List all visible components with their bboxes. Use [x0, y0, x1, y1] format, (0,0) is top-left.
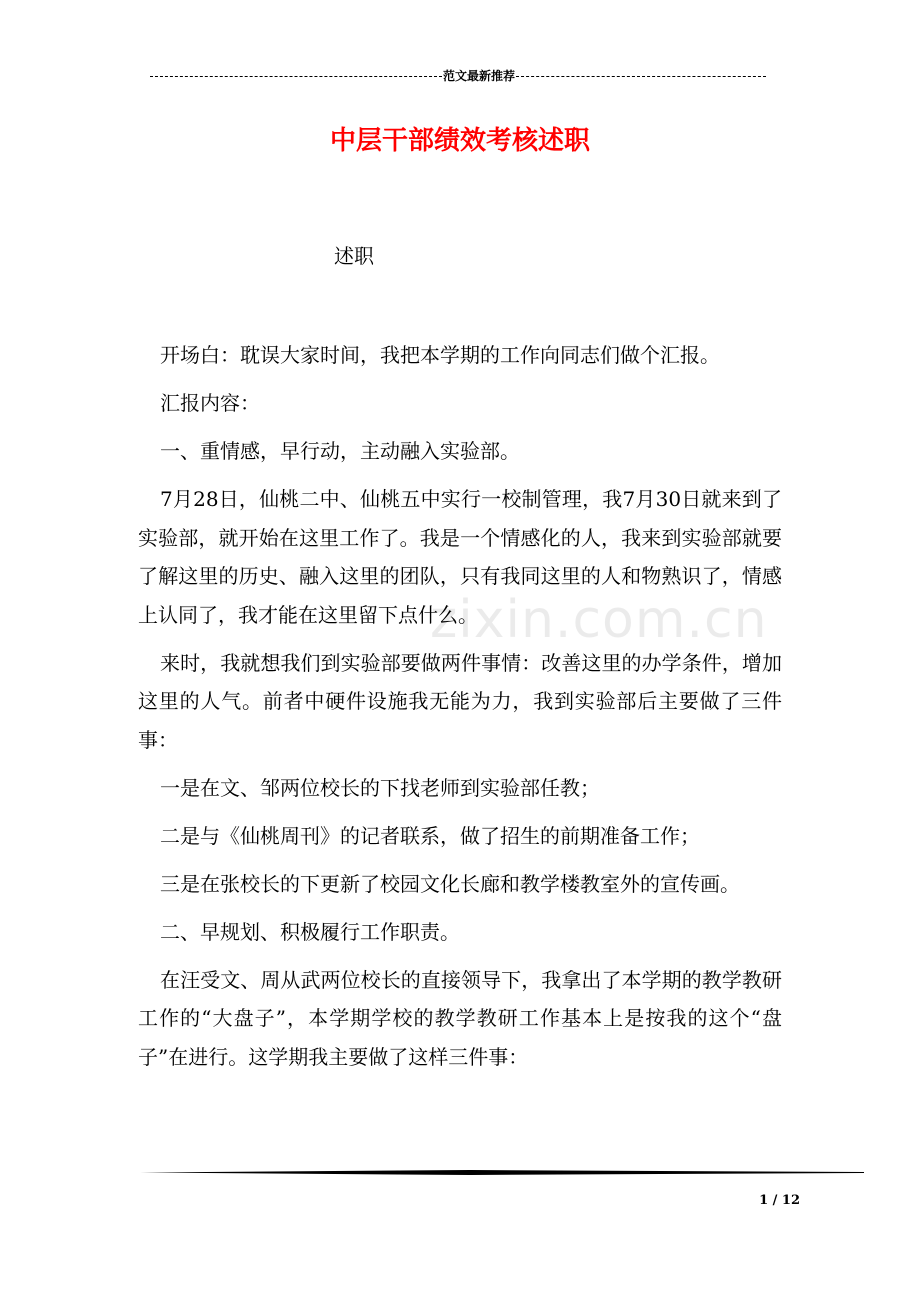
paragraph: 二是与《仙桃周刊》的记者联系，做了招生的前期准备工作； — [160, 823, 700, 848]
paragraph: 一、重情感，早行动，主动融入实验部。 — [160, 439, 520, 463]
header-dash-left — [150, 76, 442, 78]
watermark-logo: zixin.com.cn — [430, 590, 768, 650]
paragraph: 7月28日，仙桃二中、仙桃五中实行一校制管理，我7月30日就来到了实验部，就开始在这里工作了。我是一个情感化的人，我来到实验部就要了解这里的历史、融入这里的团队，只有我同这里的人和物熟识了，情感上认同了，我才能在这里留下点什么。 — [138, 487, 782, 627]
header-label: 范文最新推荐 — [442, 69, 515, 83]
document-subtitle: 述职 — [334, 244, 374, 268]
page-number: 1 / 12 — [759, 1193, 800, 1208]
document-title: 中层干部绩效考核述职 — [329, 126, 590, 156]
paragraph: 来时，我就想我们到实验部要做两件事情：改善这里的办学条件，增加这里的人气。前者中硬件设施我无能为力，我到实验部后主要做了三件事： — [138, 650, 782, 752]
paragraph: 二、早规划、积极履行工作职责。 — [160, 919, 460, 944]
paragraph: 开场白：耽误大家时间，我把本学期的工作向同志们做个汇报。 — [160, 343, 720, 367]
header-dash-right — [516, 76, 766, 78]
document-body — [138, 336, 782, 1086]
page-header — [138, 66, 778, 86]
paragraph: 一是在文、邹两位校长的下找老师到实验部任教； — [160, 775, 600, 800]
paragraph: 三是在张校长的下更新了校园文化长廊和教学楼教室外的宣传画。 — [160, 871, 740, 896]
footer-rule — [140, 1170, 864, 1175]
paragraph: 汇报内容： — [160, 391, 260, 415]
paragraph: 在汪受文、周从武两位校长的直接领导下，我拿出了本学期的教学教研工作的“大盘子”，本学期学校的教学教研工作基本上是按我的这个“盘子”在进行。这学期我主要做了这样三件事： — [138, 967, 782, 1069]
